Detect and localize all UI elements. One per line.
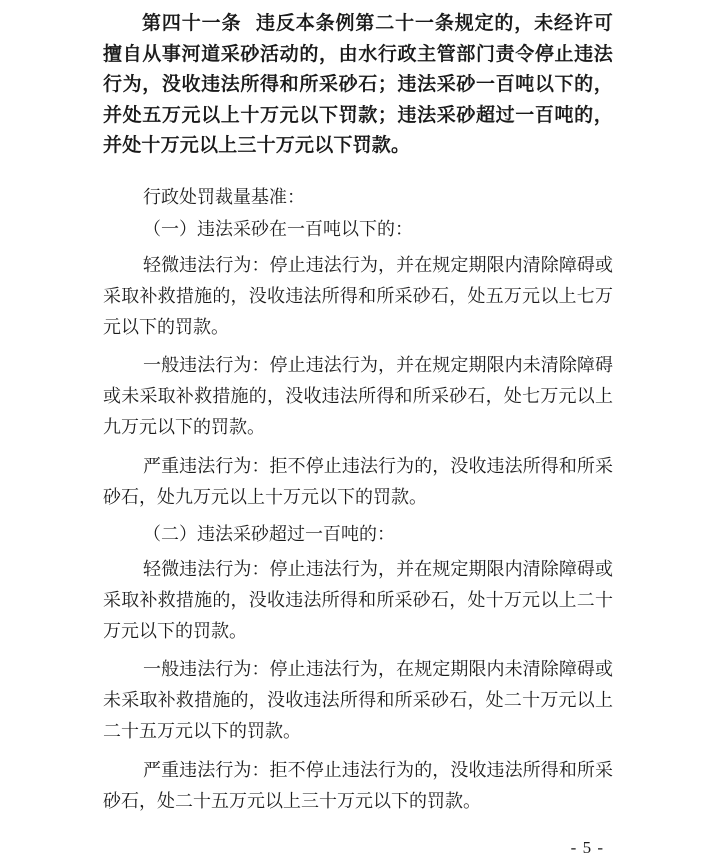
- section-1-item-minor: 轻微违法行为：停止违法行为，并在规定期限内清除障碍或采取补救措施的，没收违法所得和所采砂石，处五万元以上七万元以下的罚款。: [103, 255, 613, 339]
- section-heading-2: （二）违法采砂超过一百吨的：: [143, 524, 395, 545]
- section-1-item-serious: 严重违法行为：拒不停止违法行为的，没收违法所得和所采砂石，处九万元以上十万元以下的罚款。: [103, 456, 613, 509]
- article-number: 第四十一条: [142, 12, 242, 34]
- standard-title: 行政处罚裁量基准：: [143, 187, 305, 208]
- section-2-item-minor: 轻微违法行为：停止违法行为，并在规定期限内清除障碍或采取补救措施的，没收违法所得和所采砂石，处十万元以上二十万元以下的罚款。: [103, 559, 613, 643]
- section-2-item-serious: 严重违法行为：拒不停止违法行为的，没收违法所得和所采砂石，处二十五万元以上三十万元以下的罚款。: [103, 760, 613, 813]
- section-2-item-general: 一般违法行为：停止违法行为，在规定期限内未清除障碍或未采取补救措施的，没收违法所得和所采砂石，处二十万元以上二十五万元以下的罚款。: [103, 659, 613, 743]
- article-text: 违反本条例第二十一条规定的，未经许可擅自从事河道采砂活动的，由水行政主管部门责令停止违法行为，没收违法所得和所采砂石；违法采砂一百吨以下的，并处五万元以上十万元以下罚款；违法采砂超过一百吨的，并处十万元以上三十万元以下罚款。: [103, 12, 613, 156]
- page-number: - 5 -: [570, 838, 604, 857]
- article-paragraph: [103, 8, 613, 161]
- section-heading-1: （一）违法采砂在一百吨以下的：: [143, 219, 413, 240]
- section-1-item-general: 一般违法行为：停止违法行为，并在规定期限内未清除障碍或未采取补救措施的，没收违法所得和所采砂石，处七万元以上九万元以下的罚款。: [103, 355, 613, 439]
